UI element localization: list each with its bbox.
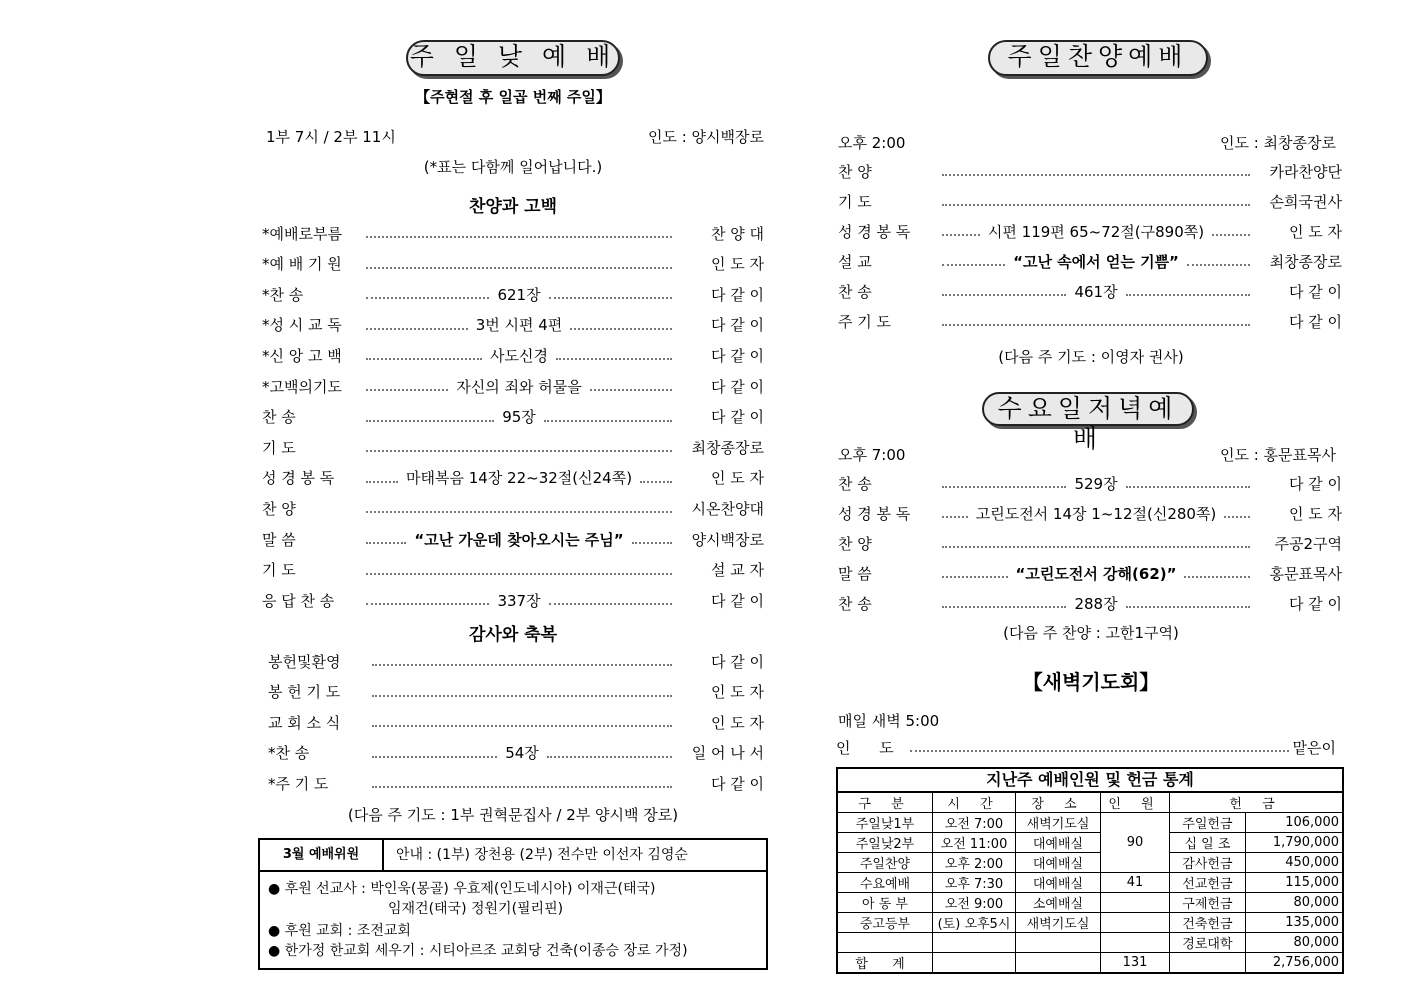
order-label: 찬 송 [838, 594, 872, 613]
order-row [836, 532, 1346, 554]
dot-leader [942, 234, 980, 236]
table-header-row [837, 792, 1343, 813]
order-label: 기 도 [838, 192, 872, 211]
dot-leader [1212, 234, 1250, 236]
table-cell: 주일헌금 [1170, 813, 1246, 833]
table-cell: 대예배실 [1016, 873, 1101, 893]
order-row [836, 592, 1346, 614]
order-person: 설 교 자 [710, 561, 764, 580]
table-row [837, 933, 1343, 953]
order-row [258, 406, 768, 428]
order-label: 찬 양 [838, 534, 872, 553]
dot-leader [366, 450, 672, 452]
dot-leader [942, 204, 1250, 206]
table-cell: 선교헌금 [1170, 873, 1246, 893]
order-row [258, 344, 768, 366]
order-label: 찬 송 [262, 408, 296, 427]
column-header: 인 원 [1101, 792, 1170, 813]
service-title: 주일찬양예배 [988, 40, 1208, 76]
table-cell: 오전 7:00 [933, 813, 1016, 833]
table-row [837, 853, 1343, 873]
order-label: *성 시 교 독 [262, 316, 342, 335]
order-person: 인 도 자 [710, 683, 764, 702]
order-person: 다 같 이 [1288, 594, 1342, 613]
order-label: 설 교 [838, 252, 872, 271]
table-row [837, 873, 1343, 893]
order-detail: “고린도전서 강해(62)” [1015, 564, 1177, 583]
table-cell: 소예배실 [1016, 893, 1101, 913]
table-cell: 오전 11:00 [933, 833, 1016, 853]
table-cell [1101, 893, 1170, 913]
table-cell [1101, 933, 1170, 953]
order-row [258, 711, 768, 733]
order-row [258, 497, 768, 519]
column-header: 시 간 [933, 792, 1016, 813]
dot-leader [1126, 294, 1250, 296]
order-row [836, 220, 1346, 242]
order-person: 인 도 자 [710, 713, 764, 732]
dot-leader [366, 542, 406, 544]
service-time: 1부 7시 / 2부 11시 [266, 128, 396, 146]
dot-leader [942, 516, 968, 518]
table-cell: 80,000 [1245, 893, 1343, 913]
dot-leader [942, 546, 1250, 548]
table-cell [1016, 933, 1101, 953]
dot-leader [1126, 486, 1250, 488]
order-detail: 54장 [505, 744, 539, 763]
order-person: 다 같 이 [711, 408, 765, 427]
dot-leader [632, 542, 672, 544]
order-row [258, 253, 768, 275]
dot-leader [942, 486, 1066, 488]
dot-leader [366, 358, 482, 360]
order-person: 다 같 이 [1288, 474, 1342, 493]
order-row [836, 280, 1346, 302]
order-person: 인 도 자 [711, 469, 765, 488]
dot-leader [366, 573, 672, 575]
table-cell: 대예배실 [1016, 833, 1101, 853]
dot-leader [547, 756, 672, 758]
dawn-prayer-title: 【새벽기도회】 [1022, 670, 1160, 694]
order-label: 주 기 도 [838, 312, 892, 331]
order-row [258, 436, 768, 458]
dot-leader [942, 174, 1250, 176]
order-row [836, 472, 1346, 494]
table-cell: 십 일 조 [1170, 833, 1246, 853]
order-label: *찬 송 [262, 285, 304, 304]
dot-leader [1184, 576, 1250, 578]
order-person: 다 같 이 [710, 377, 764, 396]
dot-leader [910, 750, 1289, 752]
order-label: 성 경 봉 독 [262, 469, 335, 488]
order-row [258, 375, 768, 397]
order-person: 다 같 이 [710, 591, 764, 610]
table-cell: 90 [1101, 813, 1170, 873]
order-label: 찬 송 [838, 282, 872, 301]
order-label: 봉헌및환영 [268, 652, 341, 671]
table-cell: (토) 오후5시 [933, 913, 1016, 933]
order-person: 다 같 이 [710, 316, 764, 335]
dot-leader [640, 481, 672, 483]
order-detail: “고난 속에서 얻는 기쁨” [1013, 252, 1179, 271]
service-time: 오후 2:00 [838, 134, 906, 152]
table-row [837, 813, 1343, 833]
order-person: 다 같 이 [710, 285, 764, 304]
table-row [837, 893, 1343, 913]
order-label: *주 기 도 [268, 774, 329, 793]
dot-leader [372, 786, 672, 788]
order-label: 기 도 [262, 438, 296, 457]
table-cell [837, 933, 933, 953]
dot-leader [1187, 264, 1250, 266]
order-person: 양시백장로 [691, 530, 765, 549]
info-box [258, 838, 768, 970]
dot-leader [366, 420, 494, 422]
order-label: 성 경 봉 독 [838, 504, 911, 523]
church-building-line: ● 한가정 한교회 세우기 : 시티아르조 교회당 건축(이종승 장로 가정) [268, 943, 688, 959]
order-detail: 사도신경 [490, 346, 548, 365]
table-cell [933, 933, 1016, 953]
table-cell: 오후 2:00 [933, 853, 1016, 873]
order-person: 손희국권사 [1269, 192, 1342, 211]
dot-leader [366, 297, 489, 299]
dot-leader [366, 328, 468, 330]
order-row [258, 742, 768, 764]
dot-leader [942, 294, 1066, 296]
order-detail: 461장 [1074, 282, 1118, 301]
order-person: 다 같 이 [710, 346, 764, 365]
dot-leader [544, 420, 672, 422]
order-label: 찬 양 [262, 499, 296, 518]
order-detail: 마태복음 14장 22~32절(신24쪽) [405, 469, 633, 488]
dot-leader [556, 358, 672, 360]
table-cell: 1,790,000 [1245, 833, 1343, 853]
dot-leader [372, 756, 497, 758]
table-cell: 131 [1101, 953, 1170, 974]
stats-grid [836, 791, 1344, 974]
table-cell: 41 [1101, 873, 1170, 893]
order-person: 카라찬양단 [1269, 162, 1342, 181]
order-label: 성 경 봉 독 [838, 222, 911, 241]
table-cell: 대예배실 [1016, 853, 1101, 873]
column-header: 구 분 [837, 792, 933, 813]
order-row [258, 467, 768, 489]
table-cell [1016, 953, 1101, 974]
order-label: *고백의기도 [262, 377, 342, 396]
order-person: 인 도 자 [1288, 222, 1342, 241]
order-row [258, 283, 768, 305]
table-cell: 합 계 [837, 953, 933, 974]
table-cell: 2,756,000 [1245, 953, 1343, 974]
dot-leader [1126, 606, 1250, 608]
table-cell: 새벽기도실 [1016, 913, 1101, 933]
order-person: 인 도 자 [710, 255, 764, 274]
dot-leader [366, 236, 672, 238]
next-prayer-note: (다음 주 기도 : 1부 권혁문집사 / 2부 양시백 장로) [347, 806, 679, 824]
order-person: 찬 양 대 [710, 224, 764, 243]
order-row [258, 772, 768, 794]
dot-leader [570, 328, 672, 330]
order-detail: 3번 시편 4편 [475, 316, 563, 335]
table-cell: 오전 9:00 [933, 893, 1016, 913]
table-cell: 80,000 [1245, 933, 1343, 953]
order-label: 인 도 [836, 738, 906, 757]
table-cell: 주일낮1부 [837, 813, 933, 833]
dot-leader [366, 603, 489, 605]
dot-leader [372, 695, 672, 697]
order-label: 말 씀 [838, 564, 872, 583]
dot-leader [366, 481, 398, 483]
table-cell: 경로대학 [1170, 933, 1246, 953]
dot-leader [366, 389, 448, 391]
table-cell: 구제헌금 [1170, 893, 1246, 913]
order-row [836, 562, 1346, 584]
order-detail: 337장 [497, 591, 541, 610]
order-detail: “고난 가운데 찾아오시는 주님” [414, 530, 624, 549]
dot-leader [942, 576, 1008, 578]
dawn-time: 매일 새벽 5:00 [838, 712, 940, 730]
order-row [258, 528, 768, 550]
service-subtitle: 【주현절 후 일곱 번째 주일】 [415, 88, 611, 106]
order-detail: 시편 119편 65~72절(구890쪽) [987, 222, 1205, 241]
order-detail: 95장 [502, 408, 536, 427]
order-person: 홍문표목사 [1269, 564, 1342, 583]
order-label: 교 회 소 식 [268, 713, 341, 732]
order-person: 맡은이 [1292, 738, 1336, 757]
column-header: 헌 금 [1170, 792, 1344, 813]
dot-leader [1224, 516, 1250, 518]
column-header: 장 소 [1016, 792, 1101, 813]
order-label: 말 씀 [262, 530, 296, 549]
table-cell: 주일낮2부 [837, 833, 933, 853]
standing-note: (*표는 다함께 일어납니다.) [423, 158, 603, 176]
order-label: 기 도 [262, 561, 296, 580]
order-row [836, 190, 1346, 212]
order-label: 봉 헌 기 도 [268, 683, 341, 702]
table-cell [1101, 913, 1170, 933]
order-row [836, 310, 1346, 332]
order-detail: 288장 [1074, 594, 1118, 613]
service-time: 오후 7:00 [838, 446, 906, 464]
service-leader: 인도 : 양시백장로 [647, 128, 764, 146]
order-label: *예배로부름 [262, 224, 342, 243]
table-cell: 아 동 부 [837, 893, 933, 913]
service-leader: 인도 : 최창종장로 [1219, 134, 1336, 152]
table-cell: 135,000 [1245, 913, 1343, 933]
section-heading: 감사와 축복 [468, 625, 558, 645]
order-row [836, 736, 1346, 758]
service-title: 주 일 낮 예 배 [406, 40, 620, 76]
table-total-row [837, 953, 1343, 974]
order-person: 다 같 이 [1288, 282, 1342, 301]
order-label: 응 답 찬 송 [262, 591, 335, 610]
order-person: 인 도 자 [1289, 504, 1343, 523]
missionary-line: ● 후원 선교사 : 박인욱(몽골) 우효제(인도네시아) 이재근(태국) [268, 881, 656, 897]
table-cell: 건축헌금 [1170, 913, 1246, 933]
table-cell: 450,000 [1245, 853, 1343, 873]
order-person: 최창종장로 [1269, 252, 1343, 271]
dot-leader [590, 389, 672, 391]
table-cell: 새벽기도실 [1016, 813, 1101, 833]
missionary-line: 임재건(태국) 정원기(필리핀) [388, 901, 564, 917]
dot-leader [366, 267, 672, 269]
order-detail: 고린도전서 14장 1~12절(신280쪽) [975, 504, 1217, 523]
dot-leader [366, 511, 672, 513]
dot-leader [942, 264, 1005, 266]
order-label: 찬 양 [838, 162, 872, 181]
order-person: 최창종장로 [691, 438, 764, 457]
order-row [258, 222, 768, 244]
order-label: *예 배 기 원 [262, 255, 342, 274]
order-person: 다 같 이 [710, 774, 764, 793]
table-cell: 오후 7:30 [933, 873, 1016, 893]
dot-leader [372, 664, 672, 666]
table-cell: 중고등부 [837, 913, 933, 933]
dot-leader [372, 725, 672, 727]
supported-church-line: ● 후원 교회 : 조전교회 [268, 923, 411, 939]
dot-leader [942, 324, 1250, 326]
stats-title: 지난주 예배인원 및 헌금 통계 [836, 767, 1344, 791]
table-row [837, 833, 1343, 853]
order-label: *찬 송 [268, 744, 310, 763]
service-leader: 인도 : 홍문표목사 [1219, 446, 1336, 464]
order-detail: 자신의 죄와 허물을 [456, 377, 582, 396]
table-cell [933, 953, 1016, 974]
order-row [258, 589, 768, 611]
order-person: 다 같 이 [1288, 312, 1342, 331]
order-person: 일 어 나 서 [691, 744, 765, 763]
order-detail: 621장 [497, 285, 541, 304]
table-cell: 주일찬양 [837, 853, 933, 873]
order-person: 시온찬양대 [691, 499, 764, 518]
order-row [836, 250, 1346, 272]
order-person: 주공2구역 [1274, 534, 1342, 553]
dot-leader [942, 606, 1066, 608]
table-row [837, 913, 1343, 933]
order-detail: 529장 [1074, 474, 1118, 493]
section-heading: 찬양과 고백 [468, 197, 558, 217]
order-label: *신 앙 고 백 [262, 346, 342, 365]
order-person: 다 같 이 [710, 652, 764, 671]
statistics-table [836, 767, 1344, 974]
order-row [258, 650, 768, 672]
order-row [836, 160, 1346, 182]
table-cell: 수요예배 [837, 873, 933, 893]
next-praise-note: (다음 주 찬양 : 고한1구역) [1003, 624, 1179, 642]
service-title: 수요일저녁예배 [982, 392, 1194, 426]
order-label: 찬 송 [838, 474, 872, 493]
order-row [258, 314, 768, 336]
order-row [836, 502, 1346, 524]
order-row [258, 681, 768, 703]
committee-label: 3월 예배위원 [260, 840, 384, 872]
order-row [258, 559, 768, 581]
dot-leader [549, 603, 672, 605]
usher-list: 안내 : (1부) 장천용 (2부) 전수만 이선자 김영순 [384, 840, 766, 872]
table-cell: 115,000 [1245, 873, 1343, 893]
table-cell [1170, 953, 1246, 974]
table-cell: 106,000 [1245, 813, 1343, 833]
table-cell: 감사헌금 [1170, 853, 1246, 873]
next-prayer-note: (다음 주 기도 : 이영자 권사) [998, 348, 1184, 366]
dot-leader [549, 297, 672, 299]
